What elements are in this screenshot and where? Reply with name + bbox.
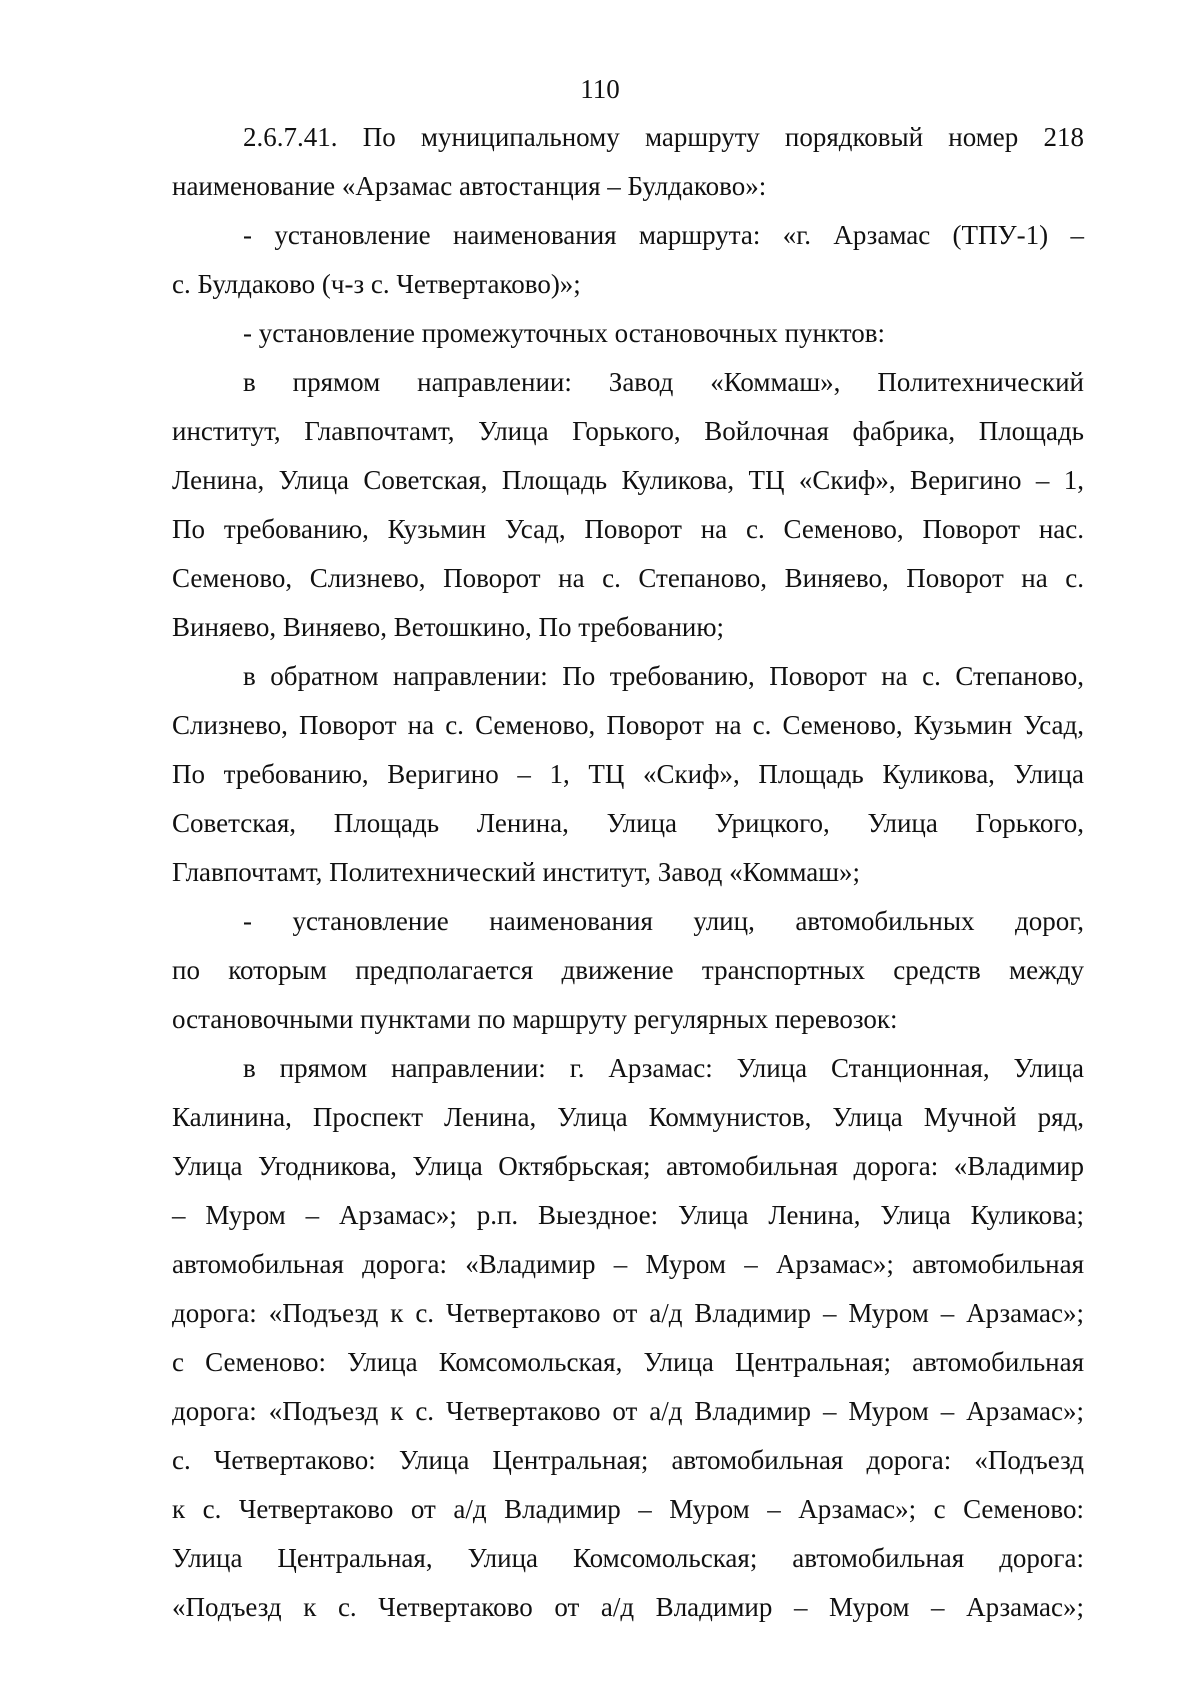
text-line: Слизнево, Поворот на с. Семеново, Поворот на с. Семеново, Кузьмин Усад,: [172, 710, 1084, 740]
text-line: Главпочтамт, Политехнический институт, Завод «Коммаш»;: [172, 857, 860, 887]
text-line: Ленина, Улица Советская, Площадь Куликова, ТЦ «Скиф», Веригино – 1,: [172, 465, 1084, 495]
text-line: остановочными пунктами по маршруту регулярных перевозок:: [172, 1004, 898, 1034]
text-line: в обратном направлении: По требованию, Поворот на с. Степаново,: [243, 661, 1084, 691]
text-line: дорога: «Подъезд к с. Четвертаково от а/д Владимир – Муром – Арзамас»;: [172, 1396, 1084, 1426]
text-line: к с. Четвертаково от а/д Владимир – Муром – Арзамас»; с Семеново:: [172, 1494, 1084, 1524]
text-line: в прямом направлении: Завод «Коммаш», Политехнический: [243, 367, 1084, 397]
page-number: 110: [580, 74, 620, 104]
text-line: с Семеново: Улица Комсомольская, Улица Центральная; автомобильная: [172, 1347, 1084, 1377]
text-line: Советская, Площадь Ленина, Улица Урицкого, Улица Горького,: [172, 808, 1084, 838]
text-line: автомобильная дорога: «Владимир – Муром – Арзамас»; автомобильная: [172, 1249, 1084, 1279]
text-line: по которым предполагается движение транспортных средств между: [172, 955, 1084, 985]
text-line: Семеново, Слизнево, Поворот на с. Степаново, Виняево, Поворот на с.: [172, 563, 1084, 593]
text-line: Калинина, Проспект Ленина, Улица Коммунистов, Улица Мучной ряд,: [172, 1102, 1084, 1132]
text-line: институт, Главпочтамт, Улица Горького, Войлочная фабрика, Площадь: [172, 416, 1084, 446]
text-line: Улица Центральная, Улица Комсомольская; автомобильная дорога:: [172, 1543, 1084, 1573]
text-line: По требованию, Кузьмин Усад, Поворот на с. Семеново, Поворот нас.: [172, 514, 1084, 544]
text-line: Виняево, Виняево, Ветошкино, По требованию;: [172, 612, 725, 642]
document-body: [172, 113, 1084, 1632]
text-line: По требованию, Веригино – 1, ТЦ «Скиф», Площадь Куликова, Улица: [172, 759, 1084, 789]
text-line: - установление промежуточных остановочных пунктов:: [243, 318, 885, 348]
text-line: с. Четвертаково: Улица Центральная; автомобильная дорога: «Подъезд: [172, 1445, 1084, 1475]
text-line: наименование «Арзамас автостанция – Булдаково»:: [172, 171, 767, 201]
text-line: «Подъезд к с. Четвертаково от а/д Владимир – Муром – Арзамас»;: [172, 1592, 1084, 1622]
text-line: - установление наименования маршрута: «г. Арзамас (ТПУ-1) –: [243, 220, 1084, 250]
text-line: дорога: «Подъезд к с. Четвертаково от а/д Владимир – Муром – Арзамас»;: [172, 1298, 1084, 1328]
text-line: в прямом направлении: г. Арзамас: Улица Станционная, Улица: [243, 1053, 1084, 1083]
text-line: 2.6.7.41. По муниципальному маршруту порядковый номер 218: [243, 122, 1084, 152]
text-line: Улица Угодникова, Улица Октябрьская; автомобильная дорога: «Владимир: [172, 1151, 1084, 1181]
text-line: с. Булдаково (ч-з с. Четвертаково)»;: [172, 269, 581, 299]
text-line: - установление наименования улиц, автомобильных дорог,: [243, 906, 1084, 936]
text-line: – Муром – Арзамас»; р.п. Выездное: Улица Ленина, Улица Куликова;: [172, 1200, 1084, 1230]
